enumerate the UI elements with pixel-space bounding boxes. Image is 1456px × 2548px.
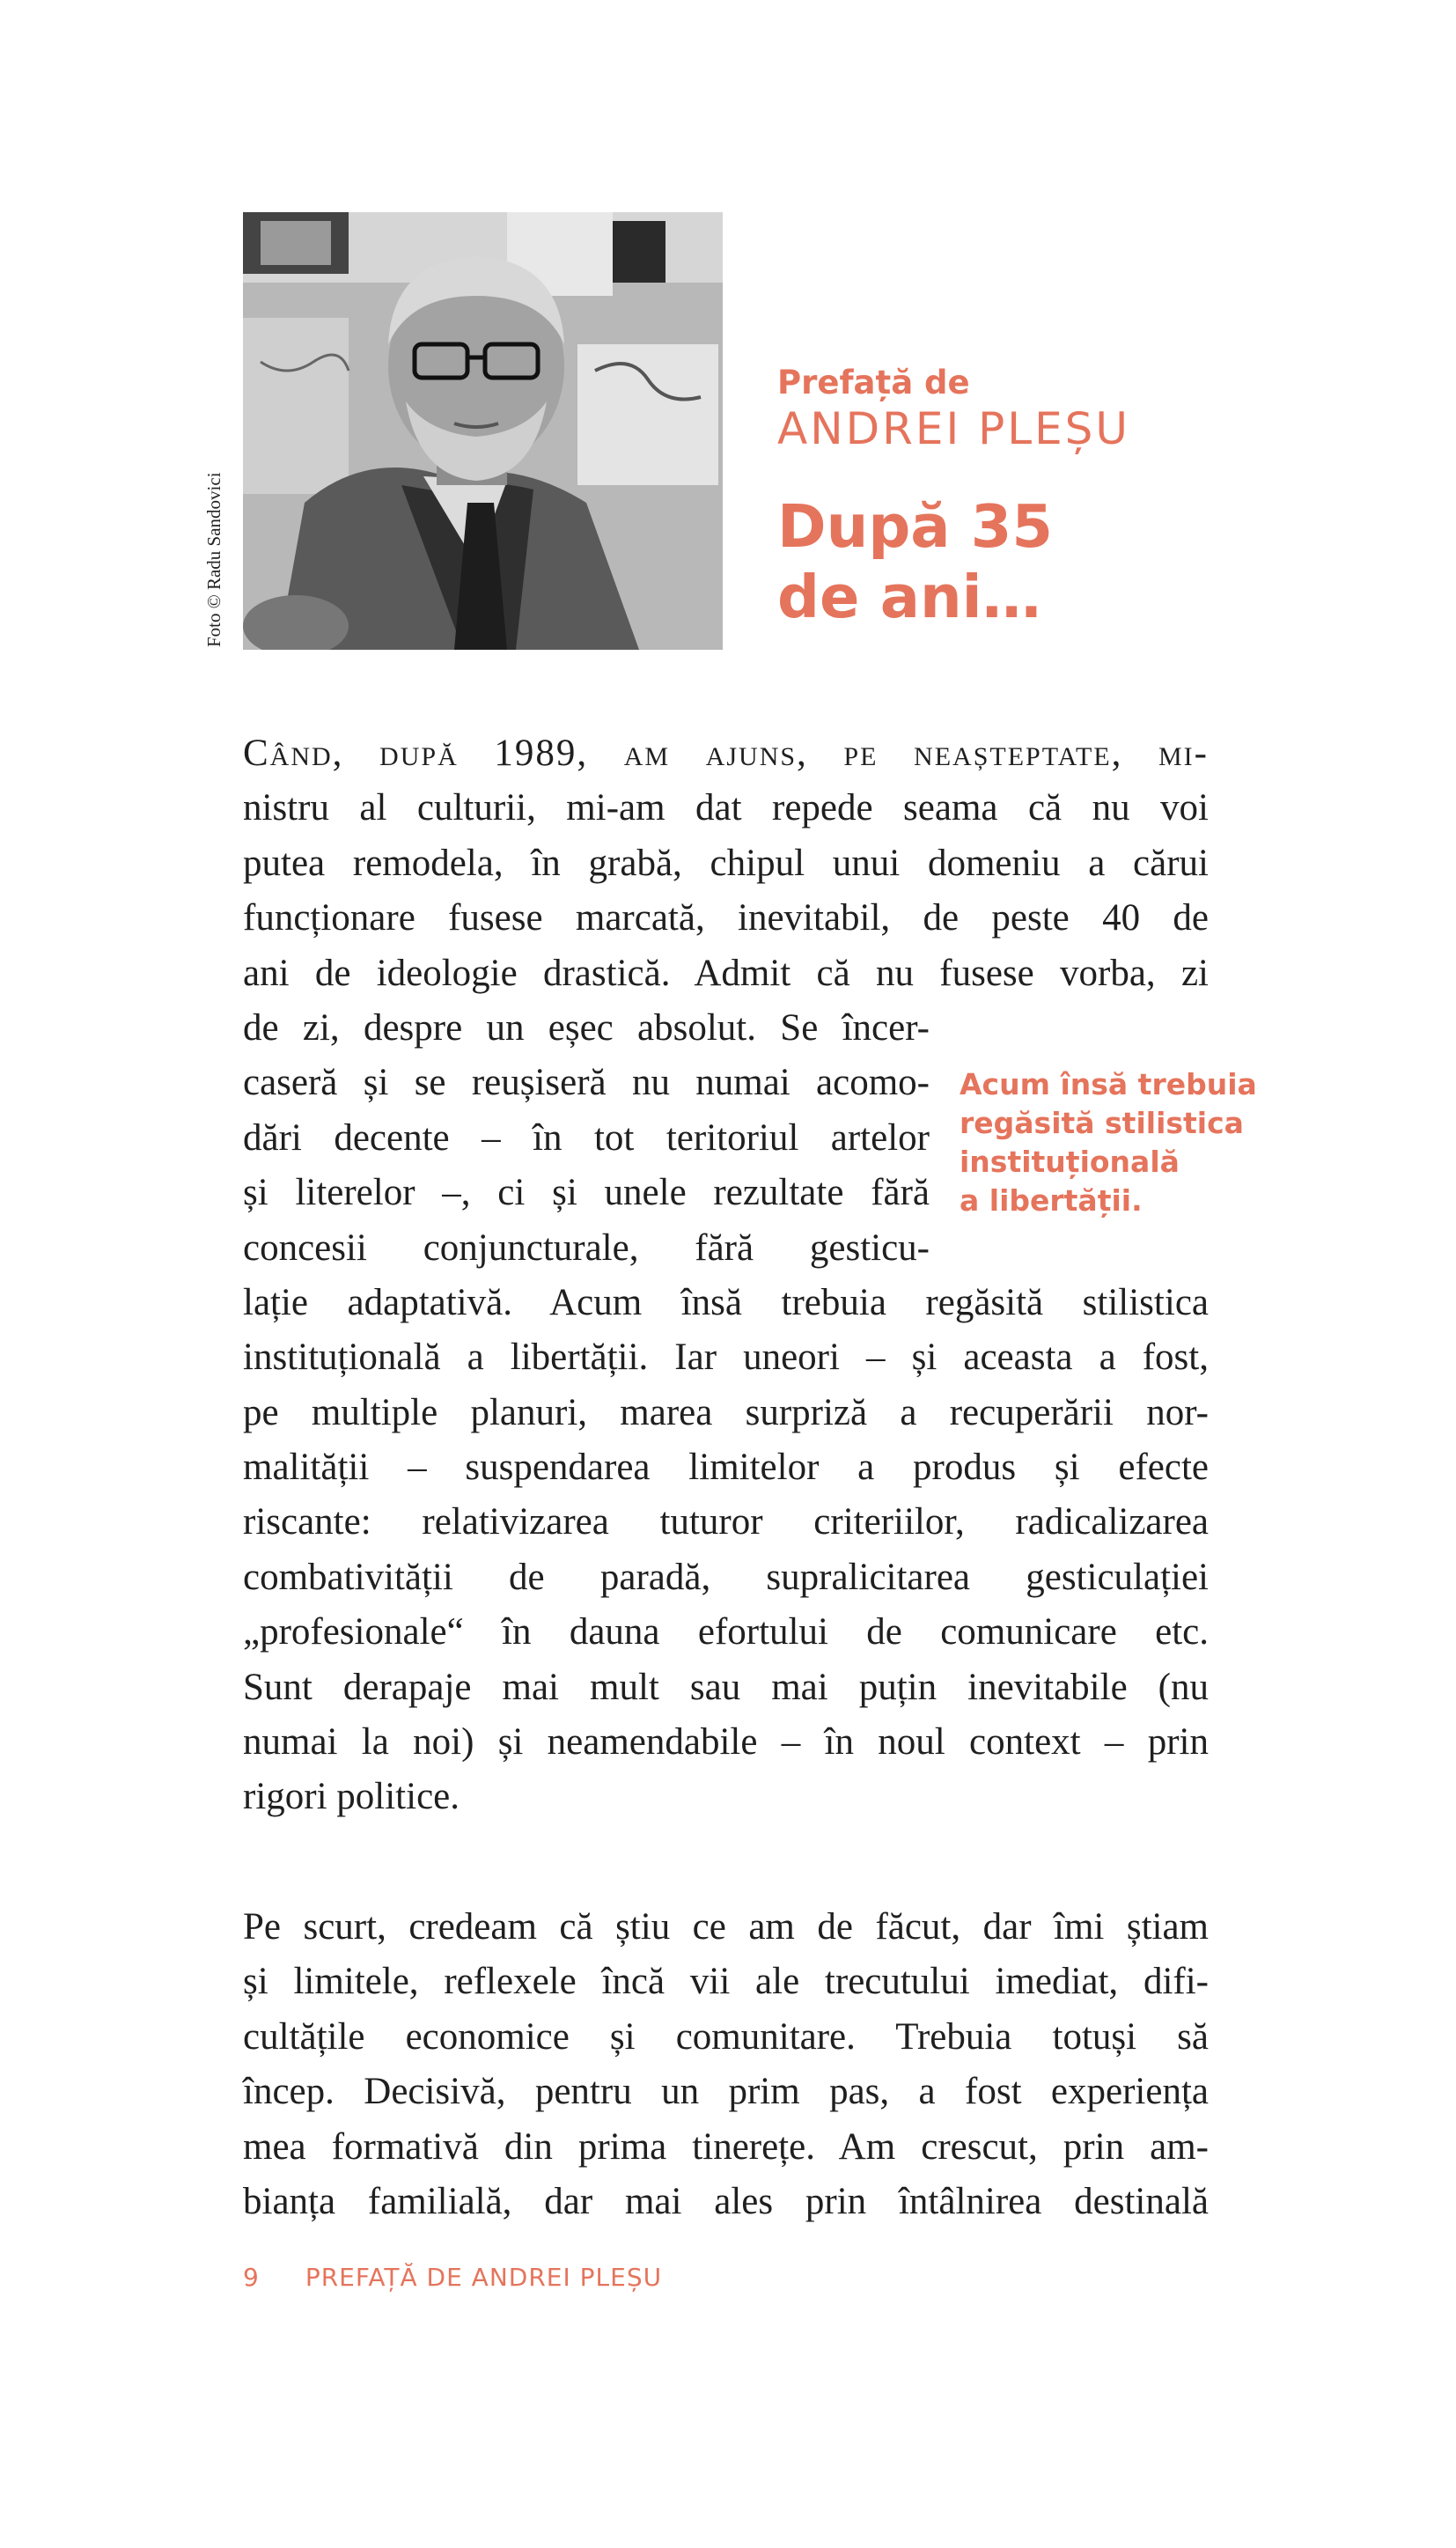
text-line: bianța familială, dar mai ales prin întâlnirea destinală [243,2180,1209,2222]
pull-quote-line: Acum însă trebuia [960,1067,1257,1101]
photo-credit: Foto © Radu Sandovici [203,472,224,647]
chapter-title-line-2: de ani… [777,563,1041,631]
paragraph-lead-line: Când, după 1989, am ajuns, pe neașteptate, mi- [243,733,1209,774]
text-line-inner: dări decente – în tot teritoriul artelor [243,1116,930,1159]
text-line: „profesionale“ în dauna efortului de comunicare etc. [243,1611,1209,1653]
heading-author: ANDREI PLEȘU [777,403,1131,454]
text-line: cultățile economice și comunitare. Trebuia totuși să [243,2015,1209,2058]
author-portrait-photo [243,212,723,650]
text-line [243,1001,1209,1056]
text-line: putea remodela, în grabă, chipul unui domeniu a cărui [243,842,1209,884]
pull-quote [960,1065,1257,1220]
page-footer [243,2263,662,2292]
text-line: malității – suspendarea limitelor a produs și efecte [243,1447,1209,1489]
chapter-title-line-1: După 35 [777,492,1054,561]
text-line-inner: de zi, despre un eșec absolut. Se încer- [243,1006,930,1049]
running-title: PREFAȚĂ DE ANDREI PLEȘU [305,2263,663,2292]
text-line: ani de ideologie drastică. Admit că nu fusese vorba, zi [243,952,1209,994]
page-number: 9 [243,2263,260,2292]
text-line [243,1221,1209,1276]
pull-quote-line: a libertății. [960,1183,1143,1218]
text-line: funcționare fusese marcată, inevitabil, de peste 40 de [243,897,1209,939]
paragraph-2 [243,1900,1209,2229]
text-line: numai la noi) și neamendabile – în noul context – prin [243,1721,1209,1764]
text-line: pe multiple planuri, marea surpriză a recuperării nor- [243,1391,1209,1433]
text-line: lație adaptativă. Acum însă trebuia regăsită stilistica [243,1281,1209,1323]
chapter-heading [777,365,1130,632]
text-line: riscante: relativizarea tuturor criteriilor, radicalizarea [243,1501,1209,1543]
text-line: nistru al culturii, mi-am dat repede seama că nu voi [243,787,1209,829]
text-line: rigori politice. [243,1776,460,1818]
text-line-inner: caseră și se reușiseră nu numai acomo- [243,1062,930,1104]
text-line: mea formativă din prima tinerețe. Am crescut, prin am- [243,2125,1209,2168]
heading-kicker: Prefață de [777,364,970,401]
text-line: Sunt derapaje mai mult sau mai puțin inevitabile (nu [243,1666,1209,1708]
paragraph-1 [243,726,1209,1825]
text-line: încep. Decisivă, pentru un prim pas, a fost experiența [243,2071,1209,2113]
text-line-inner: și literelor –, ci și unele rezultate fără [243,1172,930,1214]
text-line: instituțională a libertății. Iar uneori – și aceasta a fost, [243,1337,1209,1379]
pull-quote-line: instituțională [960,1145,1180,1179]
chapter-title [777,491,1130,632]
text-line-inner: concesii conjuncturale, fără gesticu- [243,1226,930,1269]
text-line: și limitele, reflexele încă vii ale trecutului imediat, difi- [243,1961,1209,2003]
text-line: Pe scurt, credeam că știu ce am de făcut, dar îmi știam [243,1906,1209,1948]
pull-quote-line: regăsită stilistica [960,1106,1244,1140]
text-line: combativității de paradă, supralicitarea gesticulației [243,1556,1209,1598]
